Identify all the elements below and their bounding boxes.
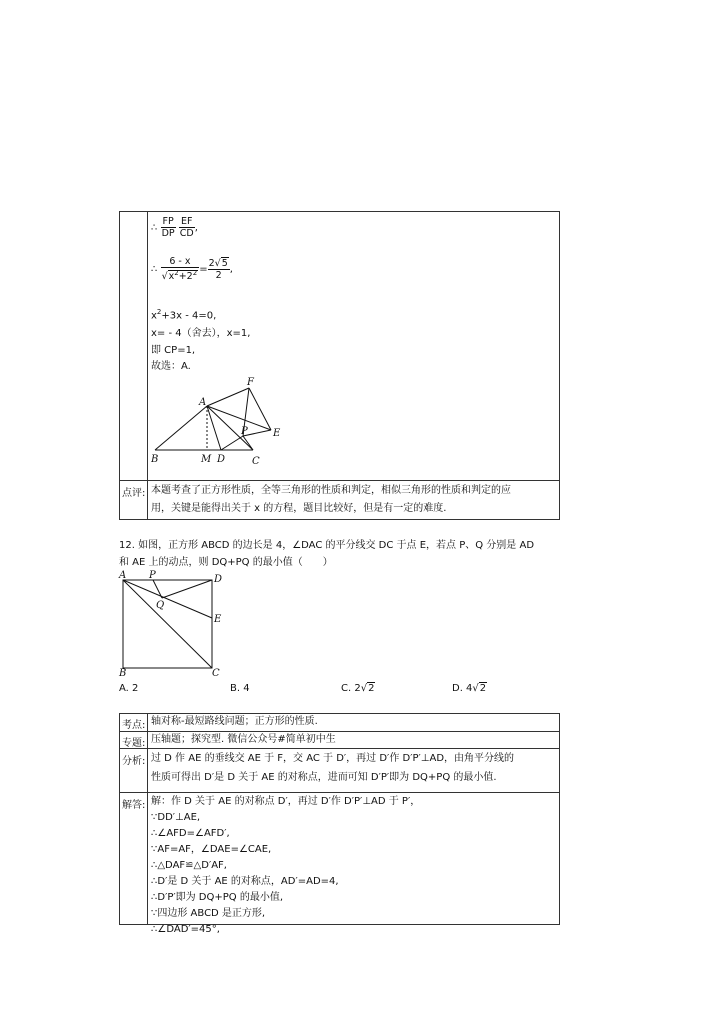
segment-dp	[221, 436, 243, 450]
fraction-right	[208, 258, 230, 281]
therefore-symbol: ∴	[151, 222, 158, 234]
fraction-ef-cd	[179, 216, 195, 239]
solution-row	[120, 212, 559, 480]
comment-content	[151, 483, 556, 520]
diagonal-ac	[123, 580, 212, 668]
label-a: A	[199, 397, 207, 408]
label-zhuanti: 专题:	[120, 732, 148, 748]
segment-af	[207, 388, 249, 406]
analysis-table	[119, 713, 560, 935]
equation-quadratic: $x^2+3x - 4=0$,	[151, 308, 217, 322]
content-jieda: 解：作 D 关于 AE 的对称点 D′，再过 D′作 D′P′⊥AD 于 P′， ∵DD′⊥AE, ∴∠AFD=∠AFD′, ∵AF=AF，∠DAE=∠CAE, ∴△DAF≌△D′AF, ∴D′是 D 关于 AE 的对称点，AD′=AD=4, ∴D′P′即为 DQ+PQ 的最小值, ∵四边形 ABCD 是正方形, ∴∠DAD′=45°,	[151, 796, 421, 935]
option-b: B. 4	[230, 683, 250, 694]
comment-line-2: 用，关键是能得出关于 x 的方程，题目比较好，但是有一定的难度.	[151, 503, 447, 514]
therefore-symbol: ∴	[151, 264, 158, 276]
question-12-line-2: 和 AE 上的动点，则 DQ+PQ 的最小值（ ）	[119, 557, 333, 568]
option-c: C. 2√2	[341, 683, 375, 694]
segment-pc	[243, 436, 253, 450]
segment-ae	[207, 406, 271, 430]
label-c: C	[212, 668, 220, 678]
label-a: A	[119, 570, 127, 581]
label-m: M	[201, 454, 212, 465]
geometry-figure-1	[151, 376, 301, 476]
denominator: 2	[215, 269, 222, 281]
segment-fe	[249, 388, 271, 430]
numerator: FP	[162, 216, 174, 227]
label-b: B	[119, 668, 127, 678]
label-q: Q	[156, 600, 165, 611]
label-p: P	[149, 570, 156, 581]
numerator: 2√5	[208, 257, 228, 269]
comment-label: 点评:	[120, 481, 148, 520]
content-fenxi: 过 D 作 AE 的垂线交 AE 于 F，交 AC 于 D′，再过 D′作 D′P′⊥AD，由角平分线的 性质可得出 D′是 D 关于 AE 的对称点，进而可知 D′P′即为 DQ+PQ 的最小值.	[151, 753, 515, 783]
fraction-fp-dp	[161, 216, 176, 239]
denominator: $√x^2+2^2$	[161, 269, 198, 283]
comment-line-1: 本题考查了正方形性质，全等三角形的性质和判定，相似三角形的性质和判定的应	[151, 485, 511, 496]
label-jieda: 解答:	[120, 793, 148, 925]
numerator: 6 - x	[161, 256, 200, 268]
geometry-figure-square	[118, 568, 228, 678]
denominator: CD	[179, 228, 194, 239]
segment-dq	[162, 580, 212, 598]
content-zhuanti: 压轴题；探究型. 微信公众号#简单初中生	[151, 734, 336, 745]
label-d: D	[217, 454, 226, 465]
equals-sign: =	[199, 264, 208, 276]
label-kaodian: 考点:	[120, 714, 148, 731]
row-fenxi	[120, 748, 559, 792]
fraction-left	[161, 256, 200, 282]
solution-content	[151, 212, 556, 480]
numerator: EF	[179, 216, 195, 228]
label-d: D	[214, 574, 223, 585]
option-a: A. 2	[119, 683, 139, 694]
label-e: E	[273, 428, 281, 439]
solution-table-top	[119, 211, 560, 520]
label-e: E	[214, 614, 222, 625]
label-fenxi: 分析:	[120, 749, 148, 792]
option-d: D. 4√2	[452, 683, 487, 694]
comma: ,	[194, 222, 198, 234]
equation-ratio	[151, 216, 198, 239]
radicand: $x^2+2^2$	[168, 269, 198, 283]
label-p: P	[241, 426, 248, 437]
result-cp: 即 CP=1,	[151, 345, 196, 356]
content-kaodian: 轴对称-最短路线问题；正方形的性质.	[151, 716, 318, 727]
row-kaodian	[120, 714, 559, 731]
label-f: F	[247, 377, 254, 388]
label-b: B	[151, 454, 159, 465]
equation-roots: x= - 4（舍去），x=1,	[151, 328, 251, 339]
equation-substitution	[151, 256, 233, 282]
question-12-line-1: 12. 如图，正方形 ABCD 的边长是 4，∠DAC 的平分线交 DC 于点 E，若点 P、Q 分别是 AD	[119, 540, 535, 551]
row-zhuanti	[120, 731, 559, 748]
label-c: C	[252, 456, 260, 467]
row-jieda	[120, 792, 559, 935]
answer-choice: 故选：A.	[151, 361, 191, 372]
segment-ab	[155, 406, 207, 450]
comment-row	[120, 480, 559, 520]
comma: ,	[229, 264, 233, 276]
bisector-ae	[123, 580, 212, 618]
denominator: DP	[161, 228, 175, 239]
segment-pq	[153, 580, 162, 598]
solution-label-empty	[120, 212, 148, 480]
